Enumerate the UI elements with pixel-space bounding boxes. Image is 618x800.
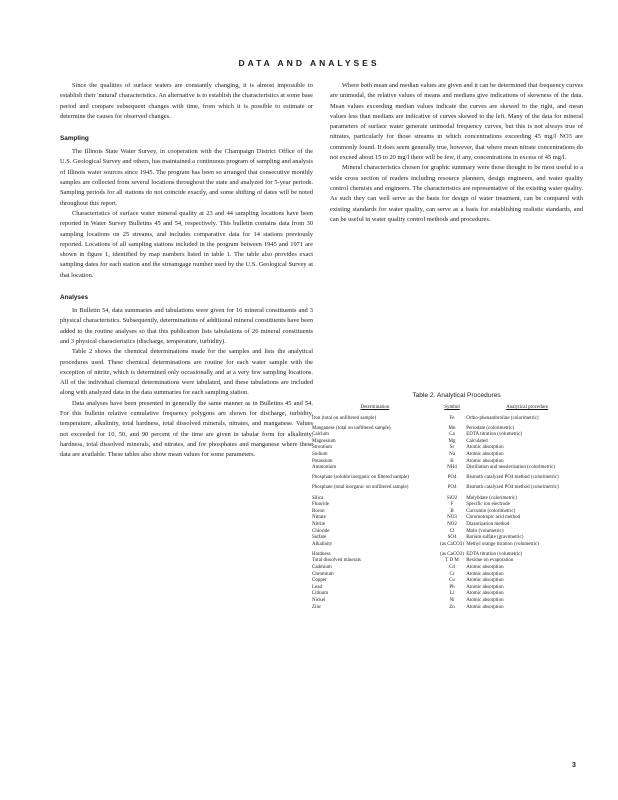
procedure-cell: EDTA titration (volumetric) <box>466 551 523 557</box>
determination-cell: Phosphate (total inorganic on unfiltered sample) <box>312 485 409 491</box>
symbol-cell: Cu <box>449 578 455 584</box>
symbol-cell: SiO2 <box>446 495 458 501</box>
table-row <box>312 548 588 558</box>
table-row <box>312 482 588 492</box>
procedure-cell: Calculated <box>466 438 488 444</box>
determination-cell: Sodium <box>312 452 328 458</box>
determination-cell: Zinc <box>312 604 322 610</box>
symbol-cell: Cr <box>449 571 455 577</box>
procedure-cell: Chromotropic acid method <box>466 515 521 521</box>
determination-cell: Lithium <box>312 591 329 597</box>
determination-cell: Chromium <box>312 571 334 577</box>
determination-cell: Iron (total on unfiltered sample) <box>312 415 377 421</box>
table-header-row <box>312 405 588 416</box>
determination-cell: Cadmium <box>312 564 332 570</box>
table-row <box>312 439 588 446</box>
determination-cell: Sulfate <box>312 535 327 541</box>
table-row <box>312 502 588 509</box>
table-row <box>312 529 588 536</box>
table-row <box>312 598 588 605</box>
header-determination: Determination <box>360 405 390 410</box>
symbol-cell: PO4 <box>447 475 457 481</box>
table-row <box>312 422 588 432</box>
determination-cell: Manganese (total on unfiltered sample) <box>312 425 391 431</box>
table-row <box>312 509 588 516</box>
symbol-cell: Cl <box>449 528 455 534</box>
determination-cell: Silica <box>312 495 324 501</box>
procedure-cell: EDTA titration (volumetric) <box>466 432 523 438</box>
table-row <box>312 459 588 466</box>
determination-cell: Fluoride <box>312 502 329 508</box>
sampling-paragraph-1: The Illinois State Water Survey, in cooperation with the Champaign District Office of the U.S. Geological Survey and others, has maintained a continuous program of sampling and analysis of Illinois water sources since 1945. The program has been so arranged that consecutive monthly samples are collected from several locations throughout the state and analyzed for 5-year periods. Sampling periods for all stations do not coincide exactly, and some shifting of dates will be noted throughout this report. <box>60 148 313 207</box>
determination-cell: Calcium <box>312 432 329 438</box>
determination-cell: Lead <box>312 584 322 590</box>
symbol-cell: T D M <box>445 558 459 564</box>
table-row <box>312 535 588 542</box>
left-column <box>60 81 313 461</box>
procedure-cell: Periodate (colorimetric) <box>466 425 515 431</box>
determination-cell: Nitrite <box>312 521 326 527</box>
procedure-cell: Atomic absorption <box>466 564 504 570</box>
symbol-cell: Mn <box>448 425 456 431</box>
table-row <box>312 432 588 439</box>
symbol-cell: Li <box>449 591 455 597</box>
symbol-cell: Na <box>449 452 455 458</box>
table-row <box>312 572 588 579</box>
symbol-cell: Ca <box>449 432 455 438</box>
table-row <box>312 452 588 459</box>
determination-cell: Magnesium <box>312 438 336 444</box>
table-row <box>312 445 588 452</box>
table-row <box>312 492 588 502</box>
procedure-cell: Atomic absorption <box>466 578 504 584</box>
determination-cell: Potassium <box>312 458 333 464</box>
symbol-cell: Ni <box>449 597 455 603</box>
symbol-cell: NH4 <box>447 465 457 471</box>
symbol-cell: B <box>450 508 454 514</box>
procedure-cell: Barium sulfate (gravimetric) <box>466 535 524 541</box>
procedure-cell: Bismuth catalyzed PO4 method (colorimetric) <box>466 475 559 481</box>
header-symbol: Symbol <box>444 405 460 410</box>
procedure-cell: Bismuth catalyzed PO4 method (colorimetric) <box>466 485 559 491</box>
analyses-paragraph-2: Table 2 shows the chemical determinations made for the samples and lists the analytical procedures used. These chemical determinations are routine for each water sample with the exception of nitrite, which is determined only occasionally and at a very few sampling locations. All of the individual chemical determinations were tabulated, and these tabulations are included along with analyzed data in the data summaries for each sampling station. <box>60 348 313 397</box>
sampling-paragraph-2: Characteristics of surface water mineral quality at 23 and 44 sampling locations have been reported in Water Survey Bulletins 45 and 54, respectively. This bulletin contains data from 30 sampling locations on 25 streams, and includes comparative data for 14 stations previously reported. Locations of all sampling stations included in the program between 1945 and 1971 are shown in figure 1, identified by map numbers listed in table 1. The table also provides exact sampling dates for each station and the streamgage number used by the U.S. Geological Survey at that location. <box>60 209 313 279</box>
procedure-cell: Atomic absorption <box>466 604 504 610</box>
procedure-cell: Distillation and nesslerization (colorimetric) <box>466 465 555 471</box>
symbol-cell: K <box>450 458 454 464</box>
procedure-cell: Mohr (volumetric) <box>466 528 504 534</box>
page-title: DATA AND ANALYSES <box>238 58 380 68</box>
determination-cell: Boron <box>312 508 325 514</box>
table-row <box>312 578 588 585</box>
determination-cell: Phosphate (soluble inorganic on filtered sample) <box>312 475 409 481</box>
table-row <box>312 465 588 472</box>
symbol-cell: Zn <box>449 604 455 610</box>
table-row <box>312 565 588 572</box>
symbol-cell: Sr <box>449 445 455 451</box>
determination-cell: Strontium <box>312 445 333 451</box>
table-row <box>312 416 588 423</box>
table-body <box>312 416 588 612</box>
determination-cell: Ammonium <box>312 465 337 471</box>
determination-cell: Alkalinity <box>312 541 333 547</box>
header-procedure: Analytical procedure <box>506 405 549 410</box>
analyses-paragraph-1: In Bulletin 54, data summaries and tabulations were given for 16 mineral constituents and 3 physical characteristics. Subsequently, determinations of additional mineral constituents have been added to the routine analyses so that this publication lists tabulations of 26 mineral constituents and 3 physical characteristics (discharge, temperature, turbidity). <box>60 307 313 345</box>
symbol-cell: Cd <box>449 564 455 570</box>
skewness-paragraph: Where both mean and median values are given and it can be determined that frequency curves are unimodal, the relative values of means and medians give indications of skewness of the data. Mean values exceeding median values indicate the curves are skewed to the right, and mean values less than medians are indicative of curves skewed to the left. Many of the data for mineral parameters of surface water generate unimodal frequency curves, but this is not always true of nitrates, particularly for those streams in which concentrations exceeding 45 mg/l NO3 are commonly found. It does seem generally true, however, that where mean nitrate concentrations do not exceed about 15 to 20 mg/l there will be few, if any, concentrations in excess of 45 mg/l. <box>330 82 583 162</box>
symbol-cell: Pb <box>449 584 455 590</box>
procedure-cell: Diazotization method <box>466 521 510 527</box>
table-row <box>312 522 588 529</box>
right-column <box>330 81 583 225</box>
procedure-cell: Atomic absorption <box>466 584 504 590</box>
procedure-cell: Atomic absorption <box>466 458 504 464</box>
sampling-heading: Sampling <box>60 135 89 143</box>
symbol-cell: NO2 <box>447 521 457 527</box>
analytical-procedures-table <box>312 405 588 611</box>
procedure-cell: Atomic absorption <box>466 597 504 603</box>
symbol-cell: SO4 <box>447 535 457 541</box>
table-row <box>312 591 588 598</box>
table-row <box>312 472 588 482</box>
procedure-cell: Ortho-phenanthroline (colorimetric) <box>466 415 539 421</box>
table-row <box>312 558 588 565</box>
symbol-cell: (as CaCO3) <box>440 551 464 557</box>
symbol-cell: F <box>450 502 454 508</box>
symbol-cell: Fe <box>449 415 455 421</box>
procedure-cell: Atomic absorption <box>466 445 504 451</box>
symbol-cell: NO3 <box>447 515 457 521</box>
symbol-cell: (as CaCO3) <box>440 541 464 547</box>
determination-cell: Chloride <box>312 528 330 534</box>
table-2-title: Table 2. Analytical Procedures <box>412 392 501 399</box>
procedure-cell: Curcumin (colorimetric) <box>466 508 516 514</box>
symbol-cell: PO4 <box>447 485 457 491</box>
determination-cell: Hardness <box>312 551 331 557</box>
determination-cell: Total dissolved minerals <box>312 558 361 564</box>
procedure-cell: Atomic absorption <box>466 591 504 597</box>
procedure-cell: Molybdate (colorimetric) <box>466 495 517 501</box>
procedure-cell: Methyl orange titration (volumetric) <box>466 541 539 547</box>
table-row <box>312 515 588 522</box>
page-number: 3 <box>572 762 576 769</box>
determination-cell: Nickel <box>312 597 326 603</box>
determination-cell: Copper <box>312 578 327 584</box>
table-row <box>312 542 588 549</box>
table-row <box>312 585 588 592</box>
procedure-cell: Residue on evaporation <box>466 558 514 564</box>
procedure-cell: Specific ion electrode <box>466 502 510 508</box>
analyses-paragraph-3: Data analyses have been presented in generally the same manner as in Bulletins 45 and 54. For this bulletin relative cumulative frequency polygons are shown for discharge, turbidity, temperature, alkalinity, total hardness, total dissolved minerals, nitrates, and manganese. Values not exceeded for 10, 50, and 90 percent of the time are given in tabular form for alkalinity, hardness, total dissolved minerals, and nitrates, and for phosphates and manganese where these data are available. These tables also show mean values for some parameters. <box>60 399 313 459</box>
procedure-cell: Atomic absorption <box>466 452 504 458</box>
intro-paragraph: Since the qualities of surface waters are constantly changing, it is almost impossible to establish their 'natural' characteristics. An alternative is to establish the characteristics at some base period and compare subsequent changes with time, from which it is possible to estimate or determine the causes for observed changes. <box>60 82 313 120</box>
procedure-cell: Atomic absorption <box>466 571 504 577</box>
symbol-cell: Mg <box>448 438 456 444</box>
characteristics-paragraph: Mineral characteristics chosen for graphic summary were those thought to be most useful to a wide cross section of readers including resource planners, design engineers, and water quality control chemists and engineers. The characteristics are representative of the existing water quality. As such they can well serve as the basis for design of water treatment, can be compared with existing standards for water quality, can serve as a basis for establishing realistic standards, and can be useful in water quality control methods and procedures. <box>330 164 583 223</box>
analyses-heading: Analyses <box>60 294 89 302</box>
determination-cell: Nitrate <box>312 515 326 521</box>
table-row <box>312 605 588 612</box>
